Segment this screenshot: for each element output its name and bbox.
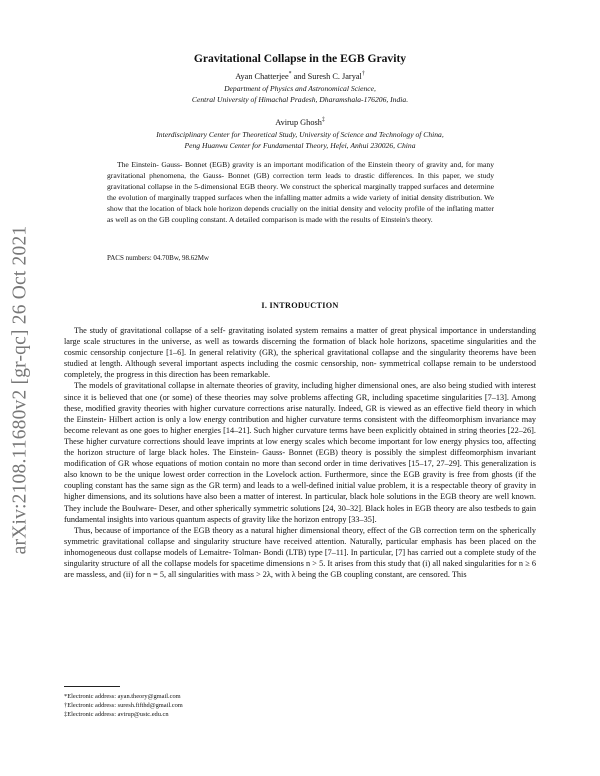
- affiliation: Peng Huanwu Center for Fundamental Theory, Hefei, Anhui 230026, China: [184, 140, 416, 150]
- affiliation: Department of Physics and Astronomical Science,: [224, 83, 376, 93]
- author-block-1: [64, 71, 536, 105]
- author-line-1: [64, 71, 536, 83]
- abstract: The Einstein- Gauss- Bonnet (EGB) gravity is an important modification of the Einstein theory of gravity and, for many gravitational phenomena, the Gauss- Bonnet (GB) correction term leads to drastic differences. In this paper, we study gravitational collapse in the 5-dimensional EGB theory. We construct the spherical marginally trapped surfaces and determine the evolution of marginally trapped surfaces when the infalling matter admits a wide variety of initial density distribution. We show that the location of black hole horizon depends crucially on the initial density and velocity profile of the inflating matter as well as on the GB coupling constant. A detailed comparison is made with the results of Einstein's theory.: [107, 160, 494, 224]
- footnote-mark: *: [288, 71, 292, 78]
- arxiv-watermark: [0, 160, 40, 620]
- paper-title: Gravitational Collapse in the EGB Gravity: [193, 52, 407, 65]
- author-name: Ayan Chatterjee: [235, 72, 289, 81]
- paragraph: The study of gravitational collapse of a self- gravitating isolated system remains a matter of great physical importance in understanding large scale structures in the universe, as well as towards discerning the formation of black hole horizons, spacetime singularities and the cosmic censorship conjecture [1–6]. In general relativity (GR), the spherical gravitational collapse and the singularity theorems have been studied at length. Although several important aspects including the cosmic censorship, non- symmetrical collapse remain to be understood completely, the progress in this direction has been remarkable.: [64, 326, 536, 380]
- paragraph: The models of gravitational collapse in alternate theories of gravity, including higher dimensional ones, are also being studied with interest since it is believed that one (or some) of these theories may solve problems affecting GR, including spacetime singularities [7–13]. Among these, modified gravity theories with higher curvature corrections arise naturally. Indeed, GR is viewed as an effective field theory in which the Einstein- Hilbert action is only a low energy contribution and higher curvature terms consistent with the diffeomorphism invariance may become relevant as one goes to higher energies [14–21]. Such higher curvature terms have been explicitly obtained in string theories [22–26]. These higher curvature corrections should leave imprints at low energy scales which become important for low energy physics too, affecting the horizon structure of large black holes. The Einstein- Gauss- Bonnet (EGB) theory is possibly the simplest diffeomorphism invariant modification of GR whose equations of motion contain no more than second order in time derivatives [15–17, 27–29]. This generalization is also known to be the unique lowest order correction in the Lovelock action. Furthermore, since the EGB gravity is free from ghosts (if the coupling constant has the same sign as the GR term) and leads to a well-defined initial value problem, it is a respectable theory of gravity in higher dimensions, and its solutions have also been a matter of interest. In particular, black hole solutions in the EGB theory are well known. They include the Boulware- Deser, and other spherically symmetric solutions [24, 30–32]. Black holes in EGB theory are also testbeds to gain fundamental insights into various quantum aspects of gravity like the horizon entropy [33–35].: [64, 381, 536, 524]
- footnote-mark: †: [361, 71, 365, 78]
- section-heading: I. INTRODUCTION: [261, 301, 339, 310]
- footnote: ‡Electronic address: avirup@ustc.edu.cn: [64, 711, 169, 719]
- author-name: Avirup Ghosh: [275, 118, 322, 127]
- footnote: †Electronic address: suresh.fifthd@gmail.com: [64, 702, 183, 710]
- footnote-mark: ‡: [321, 117, 325, 124]
- body-text: [64, 325, 536, 580]
- footnotes: [64, 692, 183, 720]
- footnote-rule: [64, 686, 120, 687]
- arxiv-id: arXiv:2108.11680v2 [gr-qc] 26 Oct 2021: [9, 225, 30, 555]
- affiliation: Central University of Himachal Pradesh, Dharamshala-176206, India.: [191, 94, 409, 104]
- affiliation: Interdisciplinary Center for Theoretical Study, University of Science and Technology of China,: [156, 129, 444, 139]
- pacs-numbers: PACS numbers: 04.70Bw, 98.62Mw: [107, 254, 209, 262]
- author-line-2: [64, 117, 536, 129]
- author-block-2: [64, 117, 536, 151]
- footnote: *Electronic address: ayan.theory@gmail.com: [64, 693, 181, 700]
- paragraph: Thus, because of importance of the EGB theory as a natural higher dimensional theory, effect of the GB correction term on the spherically symmetric gravitational collapse and singularity structure have received attention. Naturally, particular emphasis has been placed on the inhomogeneous dust collapse models of Lemaitre- Tolman- Bondi (LTB) type [7–11]. In particular, [7] has carried out a complete study of the singularity structure of all the collapse models for spacetime dimensions n > 5. It arises from this study that (i) all naked singularities for n ≥ 6 are massless, and (ii) for n = 5, all singularities with mass > 2λ, with λ being the GB coupling constant, are censored. This: [64, 525, 536, 580]
- author-name: and Suresh C. Jaryal: [291, 72, 362, 81]
